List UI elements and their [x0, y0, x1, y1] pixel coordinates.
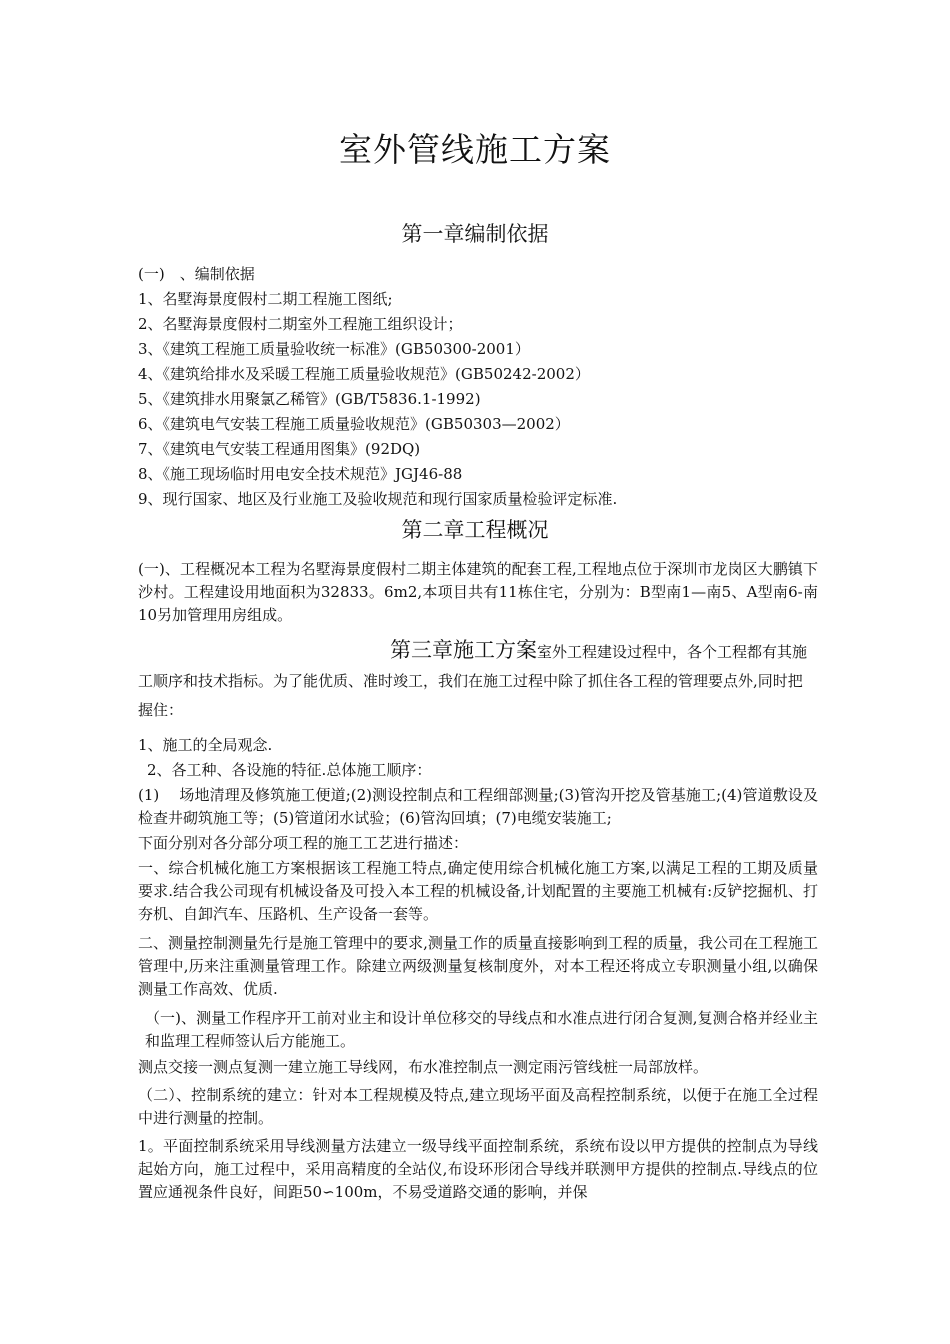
subsection-1-paragraph: （一)、测量工作程序开工前对业主和设计单位移交的导线点和水准点进行闭合复测,复测合格并经业主和监理工程师签认后方能施工。	[145, 1009, 818, 1050]
section-1-paragraph: 一、综合机械化施工方案根据该工程施工特点,确定使用综合机械化施工方案,以满足工程的工期及质量要求.结合我公司现有机械设备及可投入本工程的机械设备,计划配置的主要施工机械有:反铲挖掘机、打夯机、自卸汽车、压路机、生产设备一套等。	[138, 859, 818, 923]
control-system-paragraph: 1。平面控制系统采用导线测量方法建立一级导线平面控制系统，系统布设以甲方提供的控制点为导线起始方向，施工过程中，采用高精度的全站仪,布设环形闭合导线并联测甲方提供的控制点.导线点的位置应通视条件良好，间距50∽100m，不易受道路交通的影响，并保	[138, 1137, 818, 1201]
chapter-1-heading: 第一章编制依据	[401, 222, 549, 246]
document-title: 室外管线施工方案	[339, 130, 611, 169]
construction-sequence-paragraph: (1) 场地清理及修筑施工便道;(2)测设控制点和工程细部测量;(3)管沟开挖及管基施工;(4)管道敷设及检查井砌筑施工等；(5)管道闭水试验；(6)管沟回填；(7)电缆安装施工;	[138, 786, 818, 827]
description-intro: 下面分别对各分部分项工程的施工工艺进行描述：	[138, 834, 469, 852]
basis-item: 6、《建筑电气安装工程施工质量验收规范》(GB50303—2002）	[138, 415, 570, 433]
chapter-3-intro: 室外工程建设过程中，各个工程都有其施工顺序和技术指标。为了能优质、准时竣工，我们在施工过程中除了抓住各工程的管理要点外,同时把握住：	[138, 643, 808, 719]
chapter-2-heading: 第二章工程概况	[401, 518, 549, 542]
basis-item: 5、《建筑排水用聚氯乙稀管》(GB/T5836.1-1992)	[138, 390, 481, 408]
chapter-3-intro-block	[138, 636, 808, 725]
chapter-3-heading: 第三章施工方案	[390, 638, 537, 662]
basis-item: 9、现行国家、地区及行业施工及验收规范和现行国家质量检验评定标准.	[138, 490, 618, 508]
chapter-1-subheading: (一) 、编制依据	[138, 265, 255, 283]
basis-item: 3、《建筑工程施工质量验收统一标准》(GB50300-2001）	[138, 340, 530, 358]
basis-item: 8、《施工现场临时用电安全技术规范》JGJ46-88	[138, 465, 463, 483]
basis-item: 4、《建筑给排水及采暖工程施工质量验收规范》(GB50242-2002）	[138, 365, 590, 383]
section-2-paragraph: 二、测量控制测量先行是施工管理中的要求,测量工作的质量直接影响到工程的质量，我公司在工程施工管理中,历来注重测量管理工作。除建立两级测量复核制度外，对本工程还将成立专职测量小组,以确保测量工作高效、优质.	[138, 934, 818, 998]
basis-item: 7、《建筑电气安装工程通用图集》(92DQ)	[138, 440, 421, 458]
principle-line: 2、各工种、各设施的特征.总体施工顺序：	[147, 761, 432, 779]
principle-line: 1、施工的全局观念.	[138, 736, 273, 754]
project-overview-paragraph: (一)、工程概况本工程为名墅海景度假村二期主体建筑的配套工程,工程地点位于深圳市龙岗区大鹏镇下沙村。工程建设用地面积为32833。6m2,本项目共有11栋住宅，分别为：B型南1—南5、A型南6-南10另加管理用房组成。	[138, 560, 818, 624]
subsection-2-paragraph: （二）、控制系统的建立：针对本工程规模及特点,建立现场平面及高程控制系统，以便于在施工全过程中进行测量的控制。	[138, 1086, 818, 1127]
survey-flow-line: 测点交接一测点复测一建立施工导线网，布水准控制点一测定雨污管线桩一局部放样。	[138, 1058, 709, 1076]
basis-item: 2、名墅海景度假村二期室外工程施工组织设计；	[138, 315, 463, 333]
basis-item: 1、名墅海景度假村二期工程施工图纸;	[138, 290, 393, 308]
